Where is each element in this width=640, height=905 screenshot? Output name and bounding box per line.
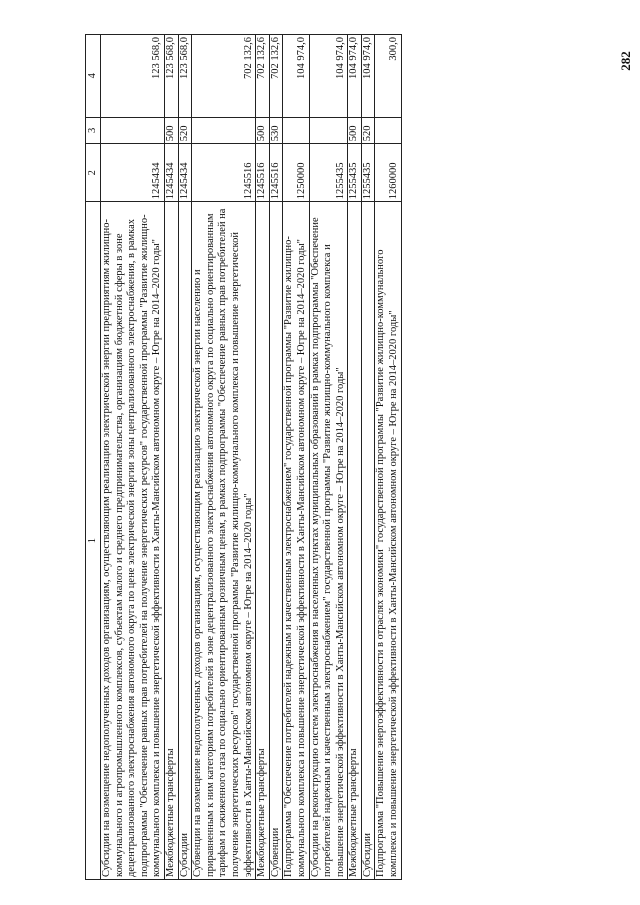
table-row — [101, 35, 165, 880]
row-type-cell — [375, 117, 401, 144]
table-row — [309, 35, 348, 880]
row-code-cell: 1255435 — [361, 144, 375, 202]
row-name-cell: Субвенции — [269, 202, 283, 880]
row-type-cell — [283, 117, 309, 144]
row-amount-cell: 123 568,0 — [101, 35, 165, 118]
row-code-cell: 1245516 — [192, 144, 256, 202]
row-type-cell: 500 — [256, 117, 270, 144]
row-amount-cell: 104 974,0 — [309, 35, 348, 118]
row-code-cell: 1250000 — [283, 144, 309, 202]
row-code-cell: 1245434 — [101, 144, 165, 202]
table-row — [192, 35, 256, 880]
row-code-cell: 1245434 — [164, 144, 178, 202]
row-amount-cell: 702 132,6 — [269, 35, 283, 118]
budget-table — [85, 34, 402, 880]
table-row — [375, 35, 401, 880]
table-row — [348, 35, 362, 880]
row-type-cell: 530 — [269, 117, 283, 144]
row-code-cell: 1255435 — [348, 144, 362, 202]
row-name-cell: Подпрограмма "Обеспечение потребителей надежным и качественным электроснабжением" государственной программы "Развитие жилищно-коммунального комплекса и повышение энергетической эффективности в Ханты-Мансийском автономном округе – Югре на 2014–2020 годы" — [283, 202, 309, 880]
row-amount-cell: 123 568,0 — [164, 35, 178, 118]
row-code-cell: 1245434 — [178, 144, 192, 202]
rotated-table-container — [85, 34, 545, 880]
table-row — [283, 35, 309, 880]
header-col-4: 4 — [86, 35, 101, 118]
table-row — [256, 35, 270, 880]
row-name-cell: Подпрограмма "Повышение энергоэффективности в отраслях экономики" государственной программы "Развитие жилищно-коммунального комплекса и повышение энергетической эффективности в Ханты-Мансийском автономном округе – Югре на 2014–2020 годы" — [375, 202, 401, 880]
row-code-cell: 1245516 — [269, 144, 283, 202]
row-name-cell: Субсидии — [178, 202, 192, 880]
row-code-cell: 1245516 — [256, 144, 270, 202]
table-row — [361, 35, 375, 880]
header-col-1: 1 — [86, 202, 101, 880]
row-amount-cell: 702 132,6 — [192, 35, 256, 118]
row-type-cell — [309, 117, 348, 144]
row-type-cell — [192, 117, 256, 144]
row-amount-cell: 104 974,0 — [361, 35, 375, 118]
row-type-cell: 520 — [178, 117, 192, 144]
row-amount-cell: 300,0 — [375, 35, 401, 118]
table-header-row — [86, 35, 101, 880]
row-name-cell: Субсидии на возмещение недополученных доходов организациям, осуществляющим реализацию электрической энергии предприятиям жилищно-коммунального и агропромышленного комплексов, субъектам малого и среднего предпринимательства, организациям бюджетной сферы в зоне децентрализованного электроснабжения автономного округа по цене электрической энергии зоны централизованного электроснабжения, в рамках подпрограммы "Обеспечение равных прав потребителей на получение энергетических ресурсов" государственной программы "Развитие жилищно-коммунального комплекса и повышение энергетической эффективности в Ханты-Мансийском автономном округе – Югре на 2014–2020 годы" — [101, 202, 165, 880]
budget-table-body — [86, 35, 402, 880]
table-row — [164, 35, 178, 880]
row-code-cell: 1255435 — [309, 144, 348, 202]
row-amount-cell: 123 568,0 — [178, 35, 192, 118]
row-name-cell: Субсидии — [361, 202, 375, 880]
row-type-cell: 500 — [348, 117, 362, 144]
table-row — [269, 35, 283, 880]
header-col-2: 2 — [86, 144, 101, 202]
row-name-cell: Межбюджетные трансферты — [164, 202, 178, 880]
row-amount-cell: 104 974,0 — [283, 35, 309, 118]
row-amount-cell: 702 132,6 — [256, 35, 270, 118]
header-col-3: 3 — [86, 117, 101, 144]
row-name-cell: Субвенции на возмещение недополученных доходов организациям, осуществляющим реализацию электрической энергии населению и приравненным к ним категориям потребителей в зоне децентрализованного электроснабжения автономного округа по социально ориентированным тарифам и сжиженного газа по социально ориентированным розничным ценам, в рамках подпрограммы "Обеспечение равных прав потребителей на получение энергетических ресурсов" государственной программы "Развитие жилищно-коммунального комплекса и повышение энергетической эффективности в Ханты-Мансийском автономном округе – Югре на 2014–2020 годы" — [192, 202, 256, 880]
row-type-cell: 520 — [361, 117, 375, 144]
row-amount-cell: 104 974,0 — [348, 35, 362, 118]
row-name-cell: Межбюджетные трансферты — [348, 202, 362, 880]
row-name-cell: Субсидии на реконструкцию систем электроснабжения в населенных пунктах муниципальных образований в рамках подпрограммы "Обеспечение потребителей надежным и качественным электроснабжением" государственной программы "Развитие жилищно-коммунального комплекса и повышение энергетической эффективности в Ханты-Мансийском автономном округе – Югре на 2014–2020 годы" — [309, 202, 348, 880]
table-row — [178, 35, 192, 880]
row-code-cell: 1260000 — [375, 144, 401, 202]
row-type-cell — [101, 117, 165, 144]
page-number: 282 — [618, 51, 633, 71]
row-name-cell: Межбюджетные трансферты — [256, 202, 270, 880]
row-type-cell: 500 — [164, 117, 178, 144]
